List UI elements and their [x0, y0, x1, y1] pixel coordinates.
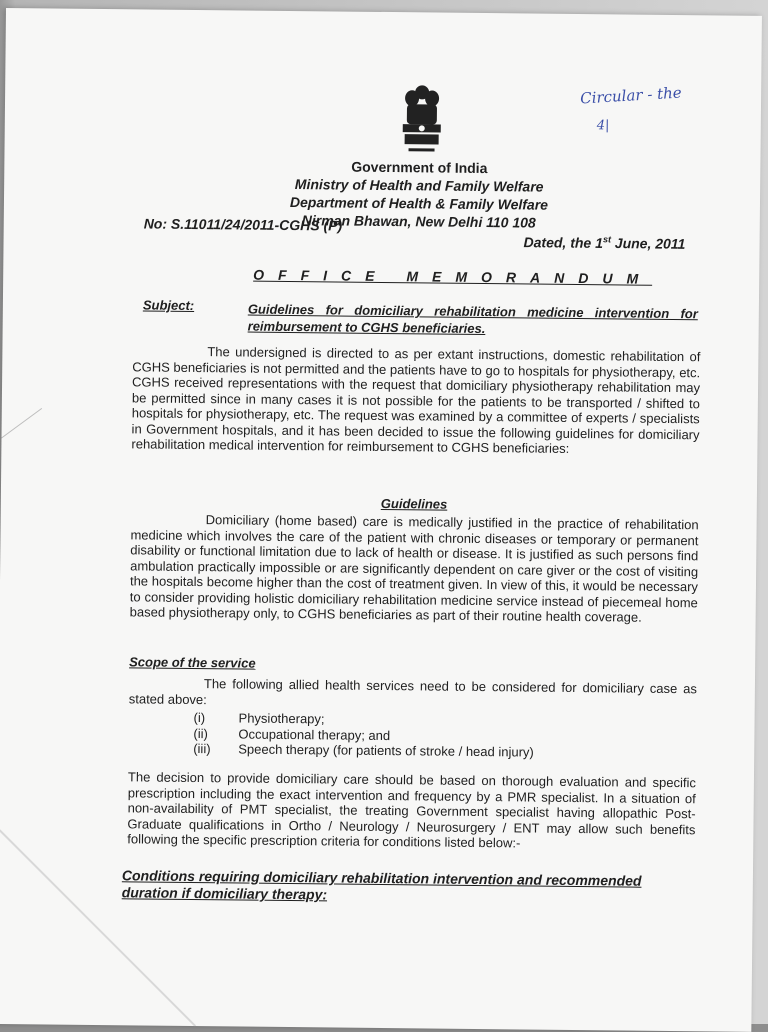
guidelines-paragraph: Domiciliary (home based) care is medically justified in the practice of rehabilitation medicine which involves the care of the patient with chronic diseases or temporary or permanent disability or functional limitation due to lack of health or disease. It is justified as such persons find ambulation practically impossible or are significantly dependent on care giver or the cost of visiting the hospitals become higher than the cost of treatment given. In view of this, it would be necessary to consider providing holistic domiciliary rehabilitation medicine service instead of piecemeal home based physiotherapy only, to CGHS beneficiaries as part of their routine health coverage. [129, 512, 699, 625]
list-item [193, 741, 633, 761]
scope-heading: Scope of the service [129, 654, 256, 671]
handwritten-note: Circular - the [579, 83, 683, 108]
list-item-text: Speech therapy (for patients of stroke / head injury) [238, 741, 534, 760]
document-date: Dated, the 1st June, 2011 [523, 234, 686, 252]
letterhead-government: Government of India [351, 158, 488, 177]
subject-text: Guidelines for domiciliary rehabilitation medicine intervention for reimbursement to CGHS beneficiaries. [247, 301, 698, 337]
letterhead-ministry: Ministry of Health and Family Welfare [294, 176, 544, 195]
guidelines-heading: Guidelines [380, 495, 448, 512]
intro-paragraph: The undersigned is directed to as per extant instructions, domestic rehabilitation of CGHS beneficiaries is not permitted and the patients have to go to hospitals for physiotherapy, etc. CGHS received representations with the request that domiciliary physiotherapy rehabilitation may be permitted since in many cases it is not possible for the patients to be transported / shifted to hospitals for physiotherapy, etc. The request was examined by a committee of experts / specialists in Government hospitals, and it has been decided to issue the following guidelines for domiciliary rehabilitation medical intervention for reimbursement to CGHS beneficiaries: [131, 344, 701, 456]
letterhead-address: Nirman Bhawan, New Delhi 110 108 [301, 212, 536, 231]
list-item-number: (i) [193, 710, 206, 726]
subject-label: Subject: [142, 297, 195, 313]
decision-paragraph: The decision to provide domiciliary care should be based on thorough evaluation and specific prescription including the exact intervention and frequency by a PMR specialist. In a situation of non-availability of PMT specialist, the treating Government specialist having allopathic Post-Graduate qualifications in Ortho / Neurology / Neurosurgery / ENT may allow such benefits following the specific prescription criteria for conditions listed below:- [127, 769, 697, 851]
office-memorandum-title: OFFICE MEMORANDUM [253, 266, 653, 287]
list-item-number: (ii) [193, 725, 208, 741]
conditions-heading: Conditions requiring domiciliary rehabilitation intervention and recommended duration if domiciliary therapy: [121, 867, 642, 903]
document-page [0, 8, 762, 1032]
services-list [193, 710, 633, 761]
file-number: No: S.11011/24/2011-CGHS (P) [143, 215, 343, 234]
state-emblem-icon [396, 82, 447, 159]
list-item-number: (iii) [193, 741, 211, 757]
letterhead-department: Department of Health & Family Welfare [289, 193, 549, 213]
handwritten-mark: 4| [596, 118, 610, 134]
list-item-text: Occupational therapy; and [238, 725, 391, 743]
scope-paragraph: The following allied health services need to be considered for domiciliary case as stated above: [128, 676, 697, 707]
list-item-text: Physiotherapy; [238, 710, 325, 727]
